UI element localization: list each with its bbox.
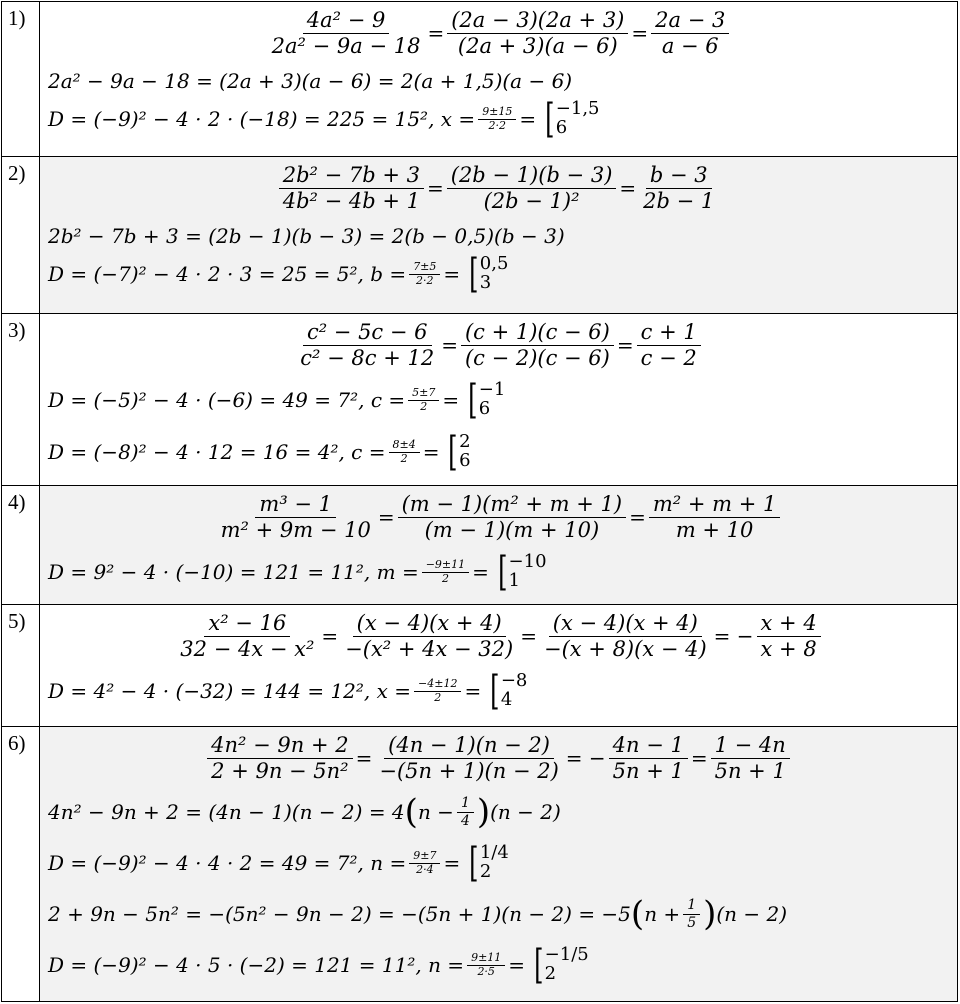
roots-bracket: [ 1/4 2 — [469, 840, 509, 886]
discriminant-line: D = (−8)² − 4 · 12 = 16 = 4², c = $\frac{8\pm 4}{2}$ = [ 2 6 — [48, 429, 471, 475]
discriminant-line: D = (−9)² − 4 · 5 · (−2) = 121 = 11², n = $\frac{9\pm 11}{2\cdot 5}$ = [ −1/5 2 — [48, 942, 589, 988]
row-number: 4) — [2, 486, 40, 605]
roots-bracket: [ −10 1 — [498, 549, 547, 595]
discriminant-line: D = 9² − 4 · (−10) = 121 = 11², m = $\frac{-9\pm 11}{2}$ = [ −10 1 — [48, 549, 547, 595]
factorization-line: 2a² − 9a − 18 = (2a + 3)(a − 6) = 2(a + 1,5)(a − 6) — [48, 69, 573, 93]
row-body — [40, 605, 958, 727]
solution-row-4 — [2, 486, 958, 605]
solutions-table — [1, 1, 958, 1002]
factorization-line: 4n² − 9n + 2 = (4n − 1)(n − 2) = 4 ( n − $\frac{1}{4}$ ) (n − 2) — [48, 792, 561, 832]
fraction: $\frac{\text{4a² − 9}}{\text{2a² − 9a − 18}}$ — [271, 8, 421, 58]
row-number: 1) — [2, 2, 40, 157]
solution-row-1 — [2, 2, 958, 157]
discriminant-line: D = (−5)² − 4 · (−6) = 49 = 7², c = $\frac{5\pm 7}{2}$ = [ −1 6 — [48, 377, 506, 423]
fraction: $\frac{(2a - 3)(2a + 3)}{(2a + 3)(a - 6)}$ — [447, 8, 628, 57]
discriminant-line: D = (−9)² − 4 · 4 · 2 = 49 = 7², n = $\frac{9\pm 7}{2\cdot 4}$ = [ 1/4 2 — [48, 840, 509, 886]
fraction-equation: $\frac{\text{2b² − 7b + 3}}{\text{4b² − 4b + 1}}$ = $\frac{(2b - 1)(b - 3)}{\text{(2b − 1)²}}$ = $\frac{b - 3}{2b - 1}$ — [48, 159, 949, 217]
factorization-line: 2 + 9n − 5n² = −(5n² − 9n − 2) = −(5n + 1)(n − 2) = −5 ( n + $\frac{1}{5}$ ) (n − 2) — [48, 894, 788, 934]
discriminant-line: D = (−9)² − 4 · 2 · (−18) = 225 = 15², x = $\frac{9\pm 15}{2\cdot 2}$ = [ −1,5 6 — [48, 96, 600, 142]
row-number: 6) — [2, 727, 40, 1002]
roots-bracket: [ −1/5 2 — [534, 942, 589, 988]
discriminant-line: D = 4² − 4 · (−32) = 144 = 12², x = $\frac{-4\pm 12}{2}$ = [ −8 4 — [48, 668, 528, 714]
fraction-equation: $\frac{\text{4a² − 9}}{\text{2a² − 9a − 18}}$ = $\frac{(2a - 3)(2a + 3)}{(2a + 3)(a - 6)}$ = $\frac{2a - 3}{a - 6}$ — [48, 4, 949, 62]
fraction-equation: $\frac{\text{m³ − 1}}{\text{m² + 9m − 10}}$ = $\frac{\text{(m − 1)(m² + m + 1)}}{(m - 1)(m + 10)}$ = $\frac{\text{m² + m + 1}}{m + 10}$ — [48, 488, 949, 546]
row-body — [40, 314, 958, 486]
row-body — [40, 486, 958, 605]
row-number: 5) — [2, 605, 40, 727]
row-number: 2) — [2, 157, 40, 314]
roots-bracket: [ −8 4 — [490, 668, 528, 714]
solution-row-2 — [2, 157, 958, 314]
row-body — [40, 157, 958, 314]
row-number: 3) — [2, 314, 40, 486]
roots-bracket: [ −1 6 — [468, 377, 506, 423]
solution-row-3 — [2, 314, 958, 486]
row-body — [40, 2, 958, 157]
solution-row-6 — [2, 727, 958, 1002]
solution-row-5 — [2, 605, 958, 727]
fraction-equation: $\frac{\text{c² − 5c − 6}}{\text{c² − 8c + 12}}$ = $\frac{(c + 1)(c - 6)}{(c - 2)(c - 6)}$ = $\frac{c + 1}{c - 2}$ — [48, 316, 949, 374]
row-body — [40, 727, 958, 1002]
fraction-equation: $\frac{\text{4n² − 9n + 2}}{\text{2 + 9n − 5n²}}$ = $\frac{(4n - 1)(n - 2)}{-(5n + 1)(n - 2)}$ = − $\frac{4n - 1}{5n + 1}$ = $\frac{1 - 4n}{5n + 1}$ — [48, 729, 949, 787]
roots-bracket: [ 0,5 3 — [469, 251, 509, 297]
roots-bracket: [ −1,5 6 — [545, 96, 600, 142]
factorization-line: 2b² − 7b + 3 = (2b − 1)(b − 3) = 2(b − 0,5)(b − 3) — [48, 224, 565, 248]
roots-bracket: [ 2 6 — [448, 429, 471, 475]
discriminant-line: D = (−7)² − 4 · 2 · 3 = 25 = 5², b = $\frac{7\pm 5}{2\cdot 2}$ = [ 0,5 3 — [48, 251, 509, 297]
fraction: $\frac{2a - 3}{a - 6}$ — [651, 8, 729, 57]
fraction-equation: $\frac{\text{x² − 16}}{\text{32 − 4x − x²}}$ = $\frac{(x - 4)(x + 4)}{\text{−(x² + 4x − 32)}}$ = $\frac{(x - 4)(x + 4)}{-(x + 8)(x - 4)}$ = − $\frac{x + 4}{x + 8}$ — [48, 607, 949, 665]
